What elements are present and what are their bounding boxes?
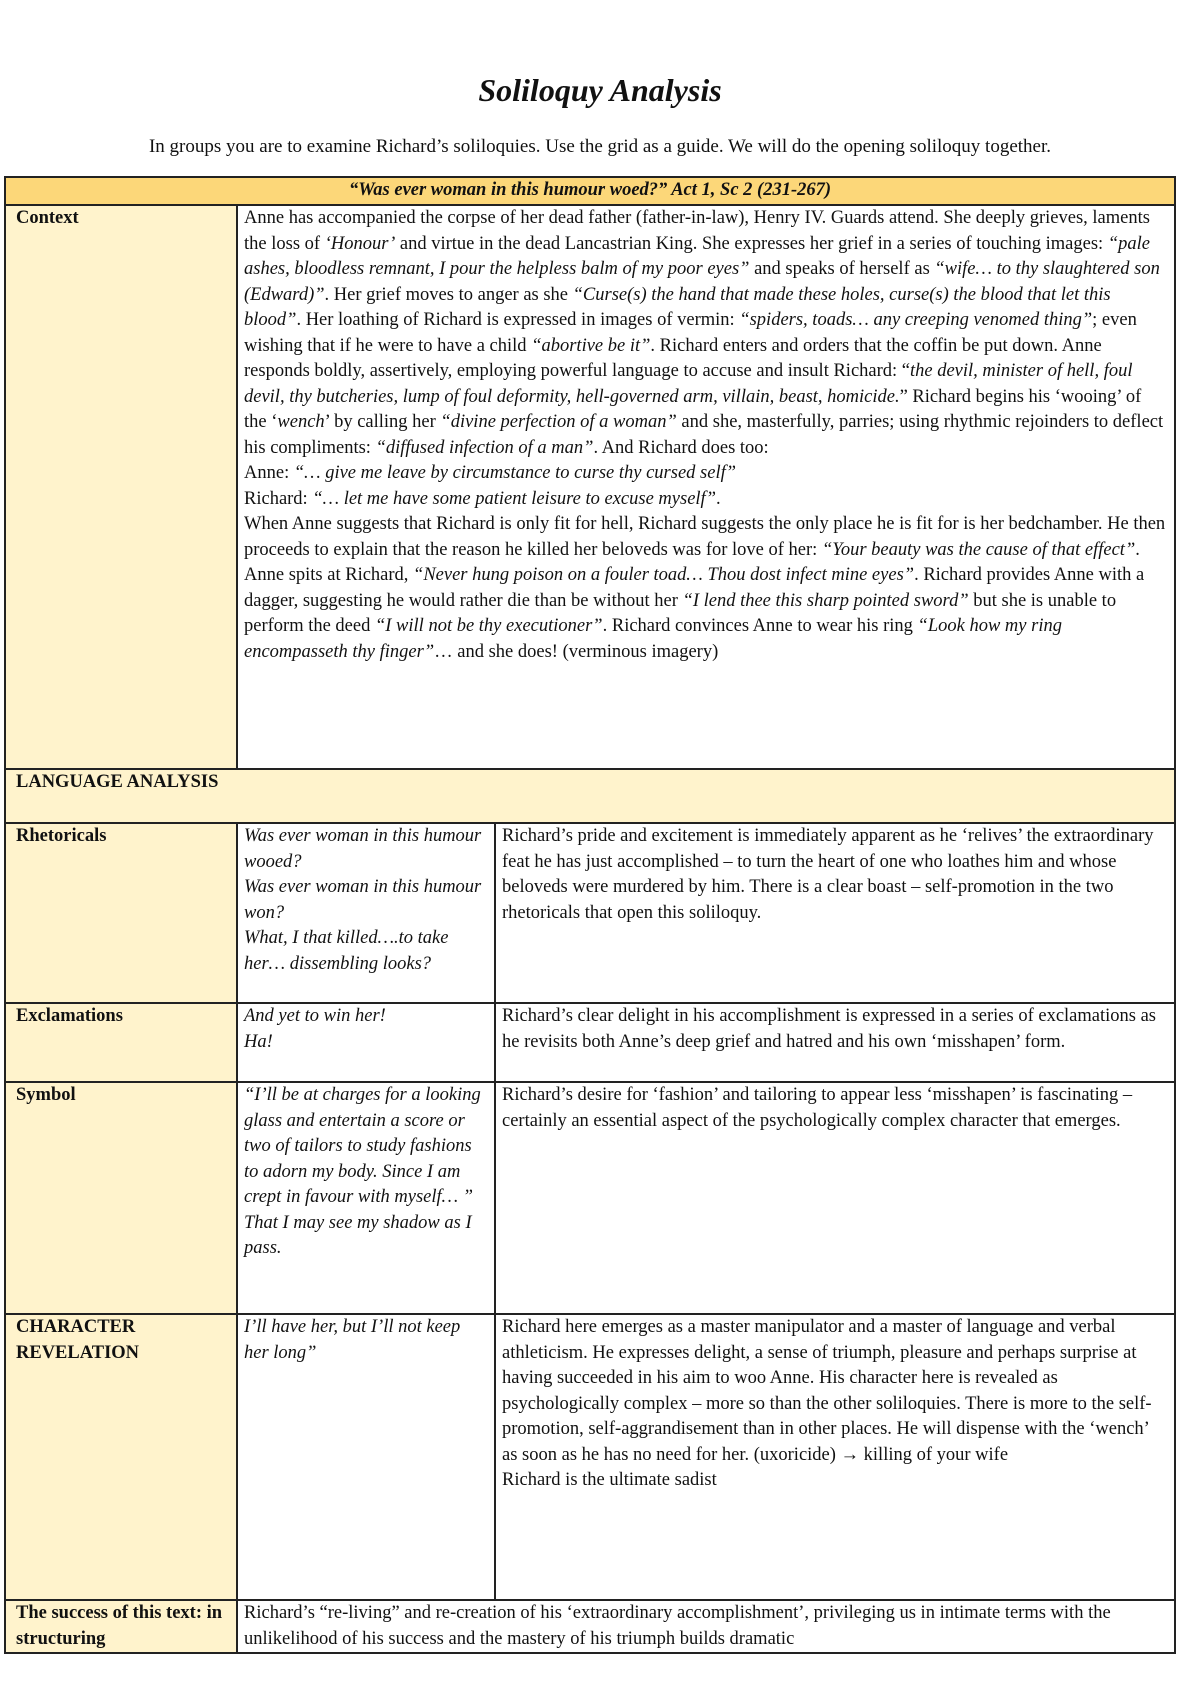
grid-header: “Was ever woman in this humour woed?” Act 1, Sc 2 (231-267) <box>5 177 1175 205</box>
language-analysis-row <box>5 769 1175 823</box>
context-row <box>5 205 1175 769</box>
symbol-quotes: “I’ll be at charges for a looking glass and entertain a score or two of tailors to study fashions to adorn my body. Since I am crept in favour with myself… ” That I may see my shadow as I pass. <box>237 1082 495 1314</box>
character-revelation-row <box>5 1314 1175 1600</box>
character-revelation-quotes: I’ll have her, but I’ll not keep her long” <box>237 1314 495 1600</box>
rhetoricals-row <box>5 823 1175 1003</box>
context-label: Context <box>5 205 237 769</box>
success-text: Richard’s “re-living” and re-creation of his ‘extraordinary accomplishment’, privileging us in intimate terms with the unlikelihood of his success and the mastery of his triumph builds dramatic <box>237 1600 1175 1653</box>
language-analysis-heading: LANGUAGE ANALYSIS <box>5 769 1175 823</box>
symbol-analysis: Richard’s desire for ‘fashion’ and tailoring to appear less ‘misshapen’ is fascinating – certainly an essential aspect of the psychologically complex character that emerges. <box>495 1082 1175 1314</box>
exclamations-analysis: Richard’s clear delight in his accomplishment is expressed in a series of exclamations as he revisits both Anne’s deep grief and hatred and his own ‘misshapen’ form. <box>495 1003 1175 1082</box>
success-row <box>5 1600 1175 1653</box>
context-text: Anne has accompanied the corpse of her dead father (father-in-law), Henry IV. Guards attend. She deeply grieves, laments the loss of ‘Honour’ and virtue in the dead Lancastrian King. She expresses her grief in a series of touching images: “pale ashes, bloodless remnant, I pour the helpless balm of my poor eyes” and speaks of herself as “wife… to thy slaughtered son (Edward)”. Her grief moves to anger as she “Curse(s) the hand that made these holes, curse(s) the blood that let this blood”. Her loathing of Richard is expressed in images of vermin: “spiders, toads… any creeping venomed thing”; even wishing that if he were to have a child “abortive be it”. Richard enters and orders that the coffin be put down. Anne responds boldly, assertively, employing powerful language to accuse and insult Richard: “the devil, minister of hell, foul devil, thy butcheries, lump of foul deformity, hell-governed arm, villain, beast, homicide.” Richard begins his ‘wooing’ of the ‘wench’ by calling her “divine perfection of a woman” and she, masterfully, parries; using rhythmic rejoinders to deflect his compliments: “diffused infection of a man”. And Richard does too: Anne: “… give me leave by circumstance to curse thy cursed self” Richard: “… let me have some patient leisure to excuse myself”. When Anne suggests that Richard is only fit for hell, Richard suggests the only place he is fit for is her bedchamber. He then proceeds to explain that the reason he killed her beloveds was for love of her: “Your beauty was the cause of that effect”. Anne spits at Richard, “Never hung poison on a fouler toad… Thou dost infect mine eyes”. Richard provides Anne with a dagger, suggesting he would rather die than be without her “I lend thee this sharp pointed sword” but she is unable to perform the deed “I will not be thy executioner”. Richard convinces Anne to wear his ring “Look how my ring encompasseth thy finger”… and she does! (verminous imagery) <box>237 205 1175 769</box>
page-title: Soliloquy Analysis <box>478 72 722 108</box>
rhetoricals-quotes: Was ever woman in this humour wooed? Was ever woman in this humour won? What, I that killed….to take her… dissembling looks? <box>237 823 495 1003</box>
symbol-label: Symbol <box>5 1082 237 1314</box>
exclamations-label: Exclamations <box>5 1003 237 1082</box>
rhetoricals-analysis: Richard’s pride and excitement is immediately apparent as he ‘relives’ the extraordinary feat he has just accomplished – to turn the heart of one who loathes him and whose beloveds were murdered by him. There is a clear boast – self-promotion in the two rhetoricals that open this soliloquy. <box>495 823 1175 1003</box>
symbol-row <box>5 1082 1175 1314</box>
character-revelation-analysis: Richard here emerges as a master manipulator and a master of language and verbal athleticism. He expresses delight, a sense of triumph, pleasure and perhaps surprise at having succeeded in his aim to woo Anne. His character here is revealed as psychologically complex – more so than the other soliloquies. There is more to the self-promotion, self-aggrandisement than in other places. He will dispense with the ‘wench’ as soon as he has no need for her. (uxoricide) → killing of your wife Richard is the ultimate sadist <box>495 1314 1175 1600</box>
analysis-grid <box>4 176 1176 1654</box>
exclamations-quotes: And yet to win her! Ha! <box>237 1003 495 1082</box>
exclamations-row <box>5 1003 1175 1082</box>
rhetoricals-label: Rhetoricals <box>5 823 237 1003</box>
grid-header-row <box>5 177 1175 205</box>
success-label: The success of this text: in structuring <box>5 1600 237 1653</box>
character-revelation-label: CHARACTER REVELATION <box>5 1314 237 1600</box>
intro-text: In groups you are to examine Richard’s soliloquies. Use the grid as a guide. We will do the opening soliloquy together. <box>148 136 1052 157</box>
